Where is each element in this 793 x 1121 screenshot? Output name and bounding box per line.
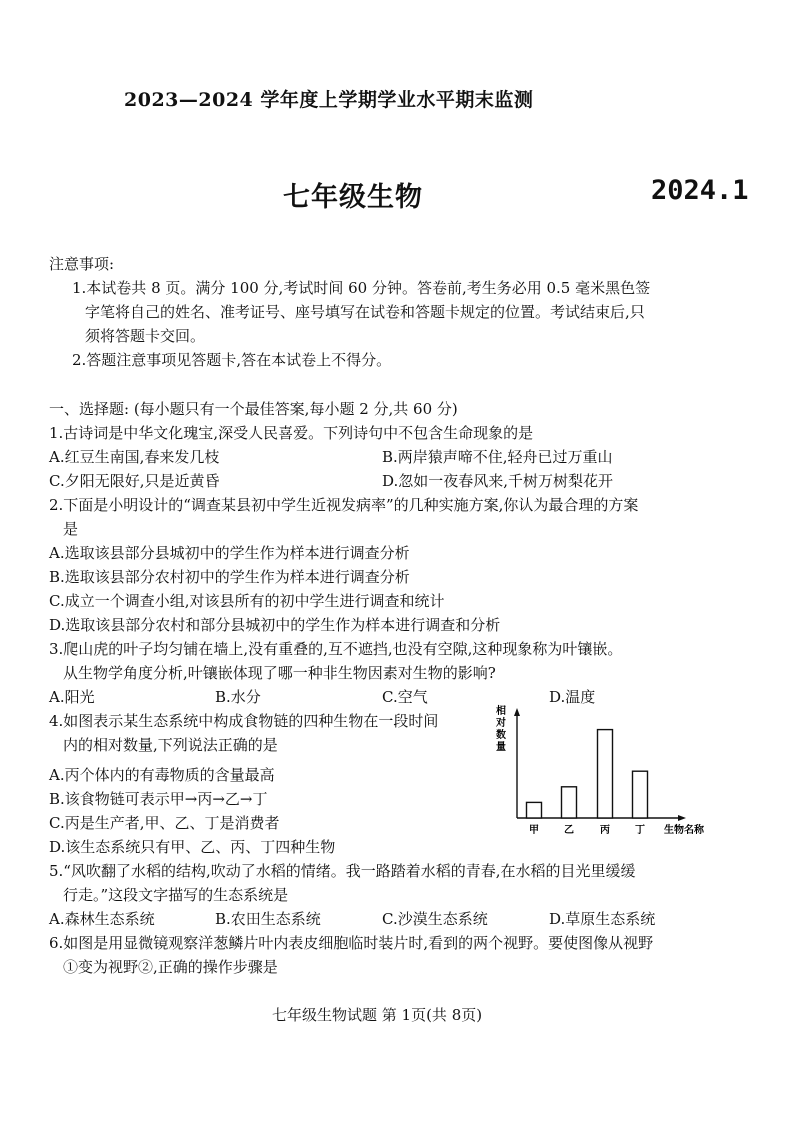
exam-title: 2023—2024 学年度上学期学业水平期末监测: [124, 89, 534, 111]
chart-tick-label-2: 乙: [564, 825, 574, 836]
q1-option-a: A.红豆生南国,春来发几枝: [49, 448, 220, 466]
q5-option-d: D.草原生态系统: [549, 910, 656, 928]
q5-option-c: C.沙漠生态系统: [382, 910, 488, 928]
q3-stem-line-2: 从生物学角度分析,叶镶嵌体现了哪一种非生物因素对生物的影响?: [63, 664, 496, 682]
q1-option-b: B.两岸猿声啼不住,轻舟已过万重山: [382, 448, 613, 466]
q3-stem-line-1: 3.爬山虎的叶子均匀铺在墙上,没有重叠的,互不遮挡,也没有空隙,这种现象称为叶镶嵌。: [49, 640, 623, 658]
q2-stem-line-1: 2.下面是小明设计的“调查某县初中学生近视发病率”的几种实施方案,你认为最合理的方案: [49, 496, 639, 514]
q4-stem-line-1: 4.如图表示某生态系统中构成食物链的四种生物在一段时间: [49, 712, 439, 730]
q6-stem-line-2: ①变为视野②,正确的操作步骤是: [63, 958, 278, 976]
q3-option-d: D.温度: [549, 688, 596, 706]
notes-item-1-line-1: 1.本试卷共 8 页。满分 100 分,考试时间 60 分钟。答卷前,考生务必用 0.5 毫米黑色签: [72, 279, 651, 297]
chart-ylabel: 相对数量: [496, 706, 506, 753]
q5-option-b: B.农田生态系统: [215, 910, 321, 928]
q4-option-b: B.该食物链可表示甲→丙→乙→丁: [49, 790, 268, 808]
q5-option-a: A.森林生态系统: [49, 910, 155, 928]
chart-bar-4: [633, 771, 648, 818]
q1-option-d: D.忽如一夜春风来,千树万树梨花开: [382, 472, 614, 490]
q5-stem-line-1: 5.“风吹翻了水稻的结构,吹动了水稻的情绪。我一路踏着水稻的青春,在水稻的目光里缓缓: [49, 862, 636, 880]
section-heading: 一、选择题: (每小题只有一个最佳答案,每小题 2 分,共 60 分): [49, 400, 458, 418]
chart-bar-1: [527, 802, 542, 818]
q2-option-b: B.选取该县部分农村初中的学生作为样本进行调查分析: [49, 568, 410, 586]
q4-stem-line-2: 内的相对数量,下列说法正确的是: [63, 736, 278, 754]
chart-bar-2: [562, 787, 577, 818]
q4-bar-chart: [490, 700, 730, 845]
notes-item-1-line-2: 字笔将自己的姓名、准考证号、座号填写在试卷和答题卡规定的位置。考试结束后,只: [85, 303, 645, 321]
chart-tick-label-1: 甲: [529, 825, 539, 836]
q2-option-a: A.选取该县部分县城初中的学生作为样本进行调查分析: [49, 544, 410, 562]
chart-tick-label-3: 丙: [600, 825, 610, 836]
q2-option-c: C.成立一个调查小组,对该县所有的初中学生进行调查和统计: [49, 592, 445, 610]
chart-x-arrow: [678, 815, 686, 821]
q3-option-c: C.空气: [382, 688, 428, 706]
q2-stem-line-2: 是: [63, 520, 79, 538]
q4-option-d: D.该生态系统只有甲、乙、丙、丁四种生物: [49, 838, 336, 856]
exam-date: 2024.1: [651, 175, 749, 206]
q3-option-a: A.阳光: [49, 688, 95, 706]
notes-item-2: 2.答题注意事项见答题卡,答在本试卷上不得分。: [72, 351, 392, 369]
q4-option-c: C.丙是生产者,甲、乙、丁是消费者: [49, 814, 280, 832]
subject-title: 七年级生物: [283, 182, 423, 213]
notes-heading: 注意事项:: [49, 255, 115, 273]
q1-stem: 1.古诗词是中华文化瑰宝,深受人民喜爱。下列诗句中不包含生命现象的是: [49, 424, 534, 442]
q5-stem-line-2: 行走。”这段文字描写的生态系统是: [63, 886, 289, 904]
page-footer: 七年级生物试题 第 1页(共 8页): [272, 1006, 483, 1024]
q2-option-d: D.选取该县部分农村和部分县城初中的学生作为样本进行调查和分析: [49, 616, 501, 634]
chart-y-arrow: [514, 708, 520, 716]
notes-item-1-line-3: 须将答题卡交回。: [85, 327, 206, 345]
chart-bar-3: [598, 730, 613, 818]
chart-tick-label-4: 丁: [635, 825, 645, 836]
chart-xlabel: 生物名称: [664, 825, 704, 836]
q4-option-a: A.丙个体内的有毒物质的含量最高: [49, 766, 275, 784]
q3-option-b: B.水分: [215, 688, 261, 706]
q6-stem-line-1: 6.如图是用显微镜观察洋葱鳞片叶内表皮细胞临时装片时,看到的两个视野。要使图像从视野: [49, 934, 654, 952]
q1-option-c: C.夕阳无限好,只是近黄昏: [49, 472, 220, 490]
